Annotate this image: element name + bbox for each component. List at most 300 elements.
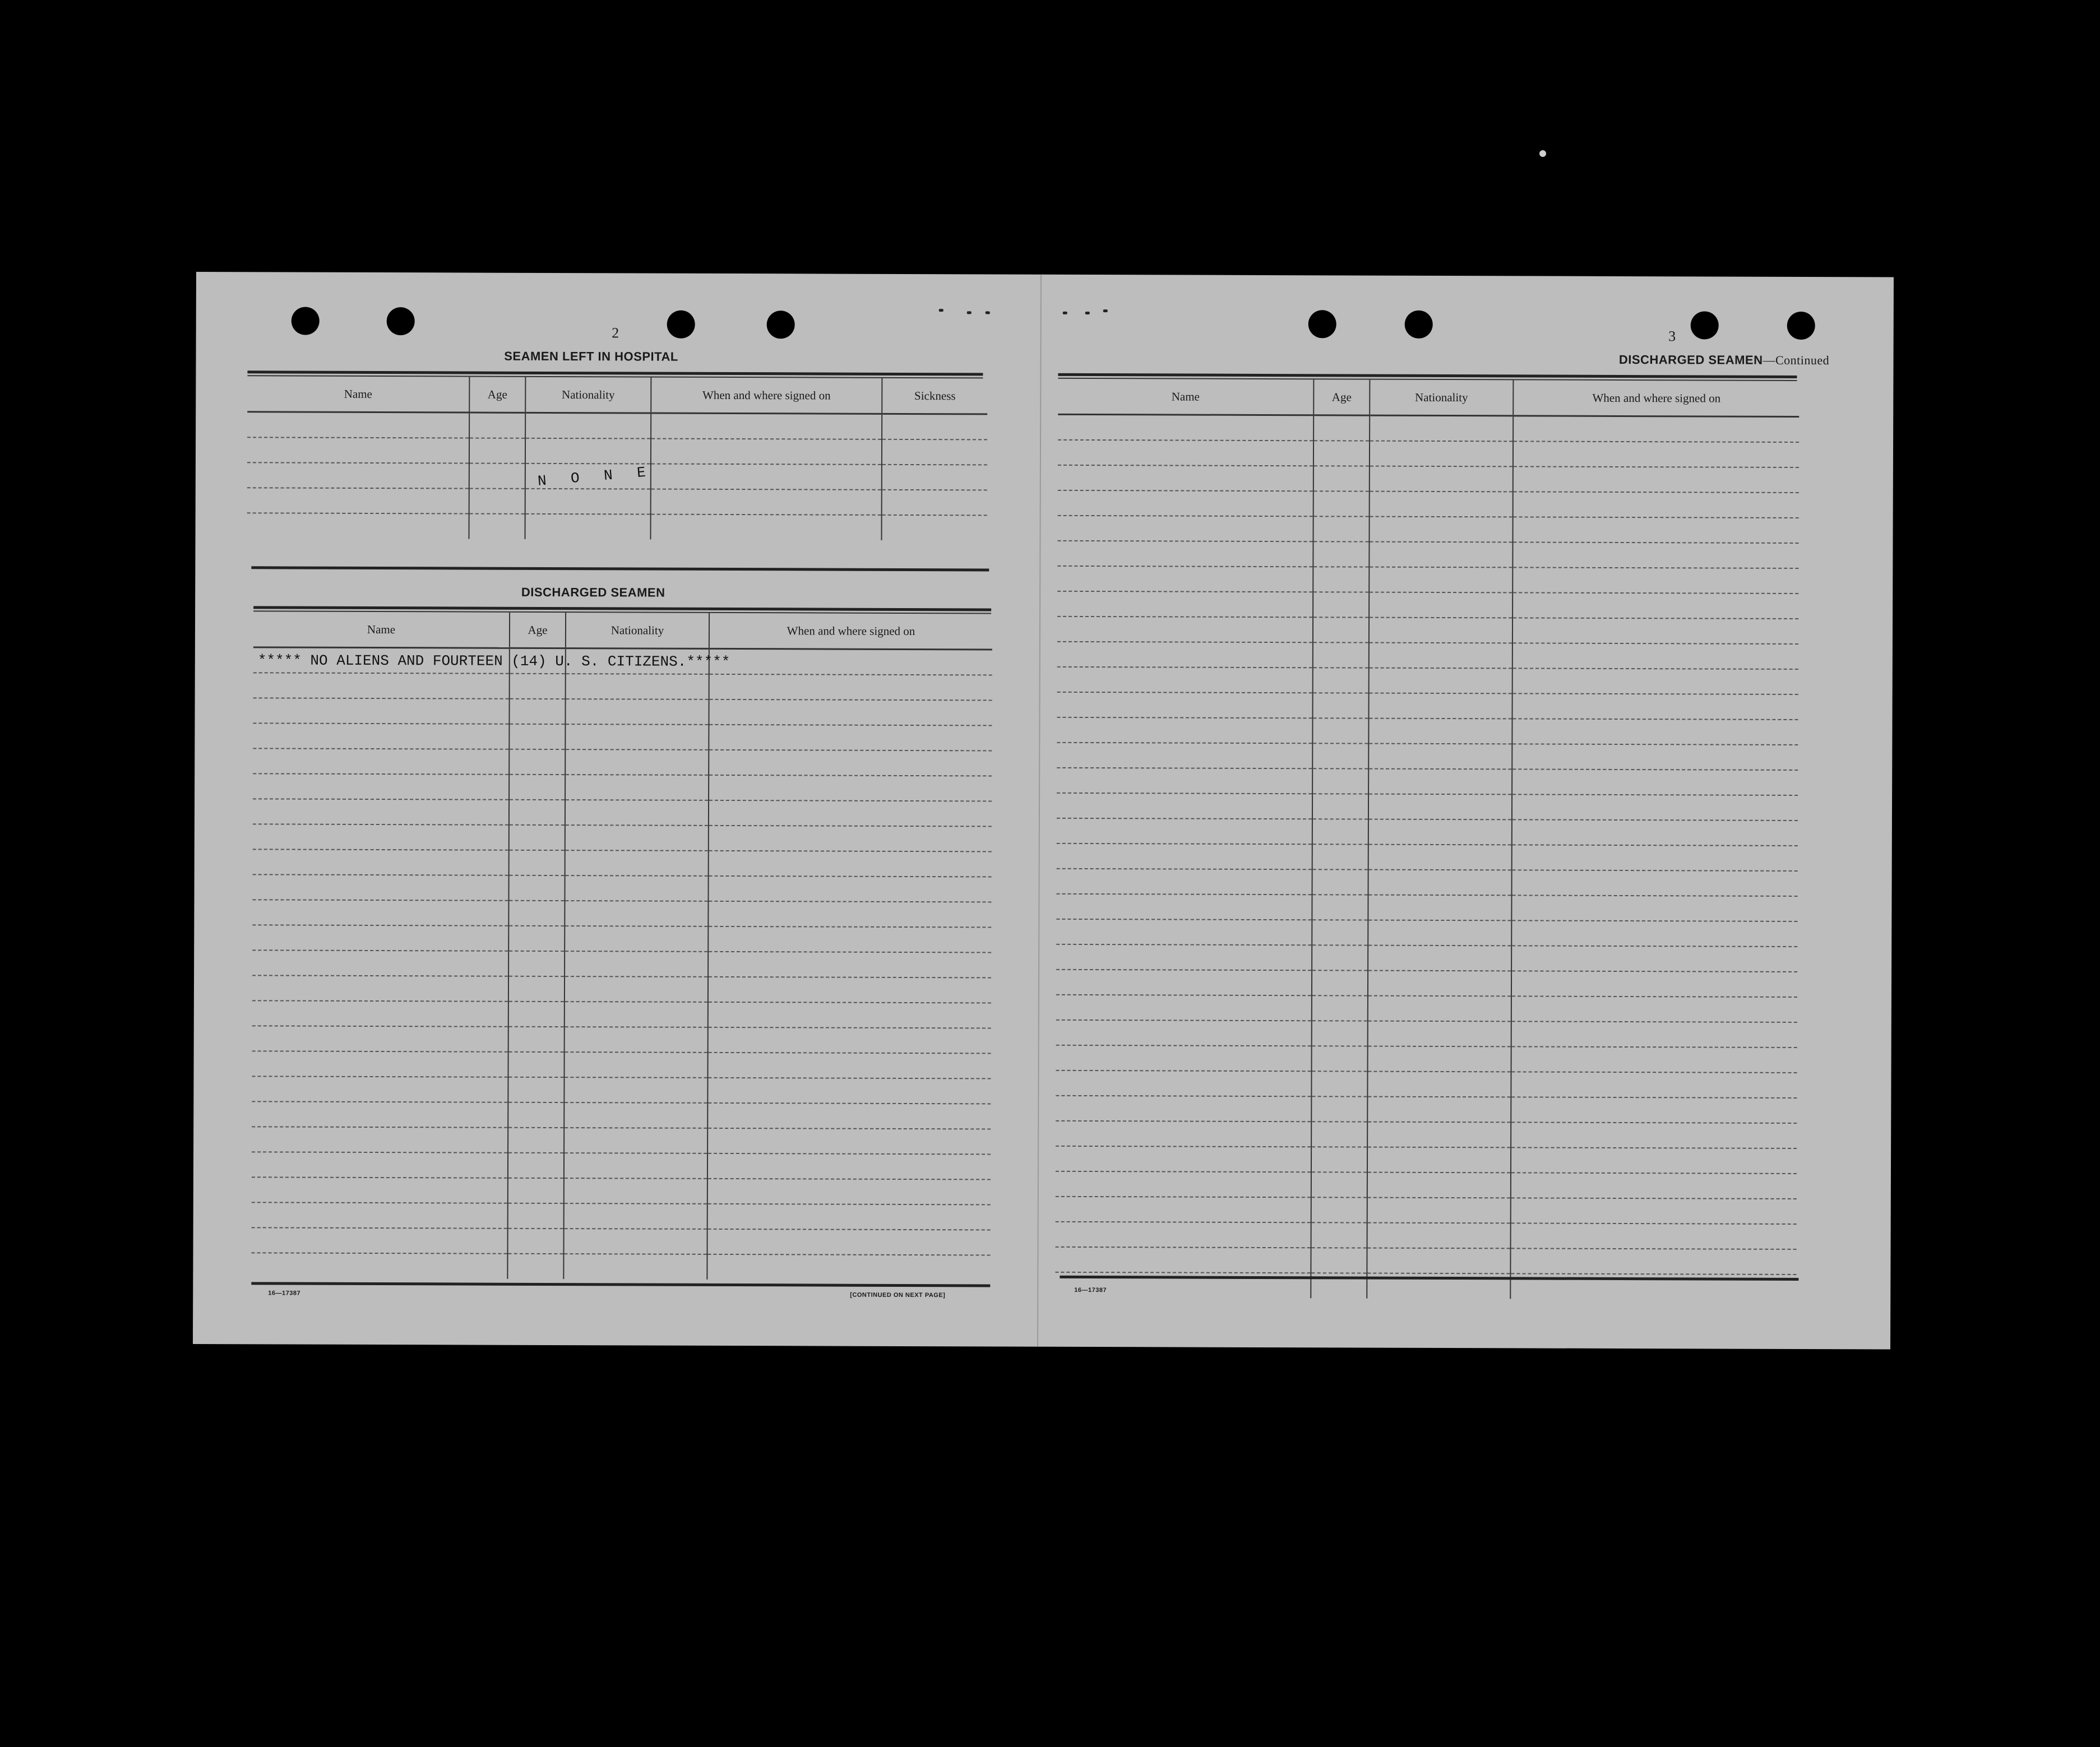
page-number: 3 — [1668, 328, 1676, 345]
table-cell — [507, 1253, 563, 1278]
table-row — [1056, 1095, 1797, 1123]
table-cell — [1056, 1196, 1311, 1222]
table-cell — [1368, 945, 1511, 971]
table-cell — [565, 875, 708, 901]
title-suffix: —Continued — [1763, 353, 1830, 368]
form-number: 16—17387 — [1074, 1286, 1107, 1294]
table-cell — [469, 413, 525, 438]
table-cell — [253, 698, 509, 724]
table-cell — [1056, 944, 1312, 970]
table-row — [252, 1227, 991, 1255]
table-cell — [1313, 668, 1369, 693]
table-cell — [252, 1177, 508, 1203]
table-cell — [1057, 793, 1312, 818]
table-cell — [1311, 1222, 1367, 1248]
hospital-table — [247, 376, 988, 540]
table-cell — [1057, 666, 1313, 692]
table-cell — [1058, 439, 1313, 465]
table-row — [253, 824, 992, 851]
table-cell — [1056, 994, 1312, 1020]
table-cell — [1311, 1147, 1367, 1172]
table-cell — [1313, 415, 1370, 441]
table-row — [252, 1101, 991, 1129]
table-cell — [565, 775, 709, 800]
table-row — [1056, 1020, 1797, 1047]
table-cell — [1313, 693, 1369, 718]
section-title-discharged: DISCHARGED SEAMEN — [521, 585, 665, 600]
table-cell — [1056, 1171, 1311, 1197]
table-cell — [252, 1051, 508, 1077]
table-row — [253, 849, 992, 877]
table-cell — [1511, 1147, 1797, 1174]
typed-entry: ***** NO ALIENS AND FOURTEEN (14) U. S. CITIZENS.***** — [257, 652, 730, 670]
table-cell — [252, 975, 508, 1001]
table-cell — [252, 874, 508, 900]
table-cell — [1367, 1071, 1511, 1097]
table-cell — [1058, 414, 1313, 440]
column-header-age: Age — [469, 377, 525, 413]
table-row — [252, 925, 991, 952]
table-cell — [247, 437, 469, 463]
table-cell — [509, 724, 565, 749]
table-cell — [1057, 540, 1313, 566]
discharged-continued-table — [1055, 379, 1799, 1300]
table-cell — [1369, 567, 1512, 592]
table-row — [1057, 868, 1798, 896]
table-cell — [1369, 693, 1512, 719]
table-cell — [1368, 1046, 1511, 1072]
speck — [1085, 312, 1090, 314]
table-cell — [253, 673, 510, 698]
column-header-nationality: Nationality — [525, 377, 651, 413]
table-cell — [508, 900, 565, 925]
table-row — [251, 1253, 990, 1280]
table-row — [1057, 540, 1798, 568]
table-row — [1057, 666, 1798, 694]
table-cell — [1056, 1221, 1311, 1247]
table-cell — [252, 900, 508, 925]
table-row — [252, 1152, 991, 1179]
table-cell — [651, 464, 882, 489]
table-cell — [1512, 819, 1798, 846]
table-cell — [1369, 516, 1512, 542]
speck — [967, 311, 972, 314]
table-cell — [1311, 1096, 1367, 1122]
table-cell — [708, 976, 991, 1003]
table-row — [252, 874, 991, 902]
table-cell — [509, 774, 565, 799]
table-cell — [509, 698, 565, 724]
table-cell — [508, 1026, 565, 1051]
table-cell — [1312, 819, 1368, 844]
table-cell — [1511, 971, 1797, 997]
table-cell — [1511, 1173, 1797, 1199]
speck — [1103, 309, 1108, 312]
table-cell — [1311, 1197, 1367, 1222]
table-row — [1058, 490, 1799, 517]
table-cell — [253, 799, 509, 824]
table-cell — [1313, 516, 1369, 541]
table-cell — [709, 648, 992, 675]
table-cell — [1368, 743, 1512, 769]
table-row — [253, 723, 992, 750]
table-cell — [508, 1127, 564, 1152]
table-cell — [1511, 1097, 1797, 1123]
table-cell — [1367, 1248, 1510, 1273]
table-cell — [707, 1203, 991, 1230]
table-cell — [253, 748, 509, 774]
table-cell — [566, 674, 709, 699]
table-cell — [565, 901, 708, 926]
table-cell — [1057, 742, 1312, 768]
table-cell — [1368, 718, 1512, 744]
table-cell — [1369, 592, 1512, 618]
table-cell — [1512, 845, 1798, 871]
table-row — [252, 1000, 991, 1028]
table-cell — [469, 463, 525, 488]
table-cell — [1512, 618, 1798, 644]
form-number: 16—17387 — [268, 1290, 301, 1297]
table-cell — [1056, 919, 1312, 944]
left-page — [193, 272, 1042, 1347]
table-cell — [565, 724, 709, 750]
table-cell — [651, 514, 882, 540]
table-cell — [469, 438, 525, 463]
table-cell — [253, 849, 509, 875]
document-spread — [193, 272, 1894, 1350]
table-cell — [1511, 920, 1797, 947]
table-row — [1056, 1146, 1797, 1173]
table-cell — [1368, 920, 1511, 946]
table-row — [1056, 1196, 1797, 1224]
table-cell — [252, 1026, 508, 1051]
table-cell — [564, 1203, 707, 1229]
table-cell — [882, 464, 987, 490]
column-header-sickness: Sickness — [882, 378, 987, 414]
table-row — [1055, 1246, 1796, 1274]
table-cell — [508, 1001, 565, 1026]
table-cell — [708, 1027, 991, 1053]
discharged-table — [251, 611, 992, 1280]
table-cell — [508, 951, 565, 976]
table-cell — [1367, 1096, 1511, 1122]
table-cell — [1057, 692, 1313, 717]
table-cell — [1055, 1246, 1311, 1272]
column-header-name: Name — [247, 376, 469, 413]
table-row — [1057, 692, 1798, 719]
column-header-signed-on: When and where signed on — [1513, 380, 1799, 416]
table-row — [252, 1026, 991, 1053]
table-cell — [708, 875, 991, 902]
table-cell — [882, 414, 987, 439]
table-cell — [651, 489, 882, 515]
column-header-signed-on: When and where signed on — [651, 378, 882, 414]
table-cell — [1312, 844, 1368, 869]
table-cell — [508, 976, 565, 1001]
table-cell — [882, 439, 987, 465]
table-cell — [1056, 1120, 1311, 1146]
table-cell — [1312, 945, 1368, 970]
table-cell — [1370, 491, 1513, 517]
table-row — [1056, 1045, 1797, 1072]
punch-hole — [1787, 312, 1815, 340]
table-cell — [708, 1002, 991, 1028]
table-cell — [1370, 441, 1513, 466]
table-cell — [247, 513, 469, 539]
column-header-signed-on: When and where signed on — [709, 613, 992, 650]
column-header-age: Age — [510, 613, 566, 648]
none-stamp: N O N E — [536, 463, 654, 490]
punch-hole — [1405, 311, 1433, 339]
table-cell — [1368, 995, 1511, 1021]
table-cell — [1511, 996, 1797, 1022]
table-cell — [253, 773, 509, 799]
table-cell — [709, 724, 992, 750]
table-cell — [252, 1076, 508, 1102]
table-cell — [509, 799, 565, 824]
table-cell — [1511, 1072, 1797, 1098]
table-cell — [709, 699, 992, 725]
table-cell — [1312, 920, 1368, 945]
table-cell — [252, 1101, 508, 1127]
continued-note: [CONTINUED ON NEXT PAGE] — [850, 1291, 946, 1299]
table-row — [252, 900, 991, 927]
table-cell — [651, 438, 882, 464]
table-cell — [247, 412, 469, 438]
table-cell — [1313, 592, 1369, 617]
table-cell — [1513, 441, 1799, 467]
table-cell — [1368, 869, 1512, 895]
table-cell — [1312, 1021, 1368, 1046]
title-main: DISCHARGED SEAMEN — [1618, 352, 1763, 367]
table-cell — [1056, 1146, 1311, 1171]
table-cell — [1511, 1046, 1797, 1073]
table-cell — [1057, 868, 1312, 894]
table-cell — [1313, 491, 1370, 516]
table-cell — [509, 749, 565, 774]
punch-hole — [767, 311, 795, 339]
table-cell — [564, 1128, 707, 1153]
table-cell — [1313, 642, 1369, 668]
table-cell — [709, 825, 992, 851]
table-cell — [1312, 794, 1368, 819]
table-cell — [1512, 744, 1798, 770]
table-cell — [247, 488, 469, 513]
table-cell — [1512, 517, 1798, 543]
table-row — [253, 799, 992, 826]
table-cell — [1311, 1172, 1367, 1197]
table-cell — [1512, 693, 1798, 720]
table-cell — [1367, 1222, 1511, 1248]
table-cell — [508, 1102, 564, 1127]
punch-hole — [387, 307, 415, 335]
table-cell — [565, 749, 709, 775]
column-header-age: Age — [1313, 379, 1370, 415]
table-row — [253, 673, 992, 700]
table-cell — [709, 800, 992, 826]
table-row — [1058, 515, 1799, 543]
table-cell — [251, 1253, 507, 1278]
table-cell — [1369, 642, 1512, 668]
table-cell — [1312, 970, 1368, 995]
table-row — [252, 1076, 991, 1104]
table-cell — [707, 1052, 991, 1078]
table-row — [1057, 767, 1798, 795]
table-cell — [1512, 769, 1798, 795]
table-cell — [1367, 1122, 1511, 1147]
table-cell — [1057, 818, 1312, 844]
table-cell — [565, 825, 709, 851]
right-page — [1037, 275, 1894, 1350]
table-cell — [1312, 743, 1368, 768]
table-cell — [1312, 768, 1368, 794]
table-cell — [564, 1178, 707, 1204]
table-cell — [1368, 819, 1512, 845]
table-cell — [508, 1077, 564, 1102]
table-cell — [1057, 641, 1313, 667]
table-cell — [1513, 492, 1799, 518]
table-cell — [252, 1202, 508, 1228]
table-row — [1056, 1070, 1797, 1097]
table-cell — [1312, 895, 1368, 920]
table-cell — [565, 1027, 708, 1053]
table-row — [1058, 465, 1799, 492]
table-cell — [1311, 1071, 1367, 1096]
table-cell — [1058, 490, 1313, 516]
table-cell — [1512, 643, 1798, 669]
punch-hole — [1691, 311, 1719, 339]
table-cell — [708, 926, 991, 952]
table-cell — [525, 513, 651, 539]
table-cell — [1512, 668, 1798, 694]
table-cell — [564, 1052, 707, 1078]
section-title-discharged-continued — [1544, 353, 1903, 368]
table-cell — [565, 699, 709, 725]
table-cell — [253, 824, 509, 850]
table-cell — [1312, 869, 1368, 895]
section-title-hospital: SEAMEN LEFT IN HOSPITAL — [504, 349, 678, 364]
table-row — [252, 1202, 991, 1230]
table-cell — [564, 1102, 707, 1128]
table-cell — [709, 775, 992, 801]
table-cell — [1312, 1046, 1368, 1071]
table-row — [252, 1127, 991, 1154]
column-header-name: Name — [253, 611, 510, 648]
table-row — [1057, 566, 1798, 593]
table-cell — [1312, 995, 1368, 1021]
table-cell — [1313, 441, 1370, 466]
table-cell — [707, 1128, 991, 1154]
table-row — [1058, 439, 1799, 467]
table-cell — [709, 749, 992, 776]
table-cell — [252, 1127, 508, 1152]
table-cell — [1511, 1122, 1797, 1148]
table-cell — [525, 438, 651, 464]
table-cell — [1056, 1045, 1312, 1071]
table-cell — [707, 1102, 991, 1129]
table-row — [1056, 944, 1797, 971]
table-row — [1057, 591, 1798, 618]
table-cell — [1313, 617, 1369, 642]
table-row — [1057, 742, 1798, 770]
table-cell — [651, 413, 882, 439]
table-cell — [709, 850, 992, 877]
table-cell — [565, 976, 708, 1002]
table-cell — [1311, 1122, 1367, 1147]
table-cell — [469, 488, 525, 513]
table-cell — [253, 723, 509, 749]
table-cell — [1511, 946, 1797, 972]
table-cell — [1056, 1070, 1311, 1096]
table-cell — [1513, 416, 1799, 442]
table-cell — [709, 674, 992, 700]
table-cell — [565, 800, 709, 826]
table-cell — [1056, 1020, 1312, 1045]
speck — [986, 311, 990, 314]
punch-hole — [667, 311, 695, 339]
table-row — [1057, 793, 1798, 820]
table-cell — [252, 925, 508, 951]
column-header-name: Name — [1058, 379, 1313, 415]
column-header-nationality: Nationality — [566, 613, 709, 648]
table-cell — [563, 1254, 707, 1280]
table-cell — [1058, 465, 1313, 490]
table-cell — [707, 1178, 991, 1204]
table-cell — [882, 489, 987, 515]
table-row — [1057, 843, 1798, 870]
table-cell — [1510, 1248, 1796, 1275]
table-cell — [1056, 893, 1312, 919]
table-cell — [508, 1203, 564, 1228]
table-cell — [1368, 895, 1511, 920]
table-cell — [565, 926, 708, 952]
table-cell — [1312, 718, 1368, 743]
punch-hole — [1308, 310, 1336, 338]
table-cell — [564, 1229, 707, 1254]
speck — [939, 309, 943, 312]
table-cell — [1313, 466, 1370, 491]
table-cell — [252, 1227, 508, 1253]
table-row — [1057, 616, 1798, 643]
table-cell — [708, 901, 991, 927]
table-cell — [1512, 719, 1798, 745]
table-cell — [707, 1254, 990, 1280]
table-cell — [252, 950, 508, 976]
table-row — [1057, 717, 1798, 744]
table-cell — [707, 1229, 990, 1255]
table-cell — [247, 462, 469, 488]
table-cell — [1370, 466, 1513, 492]
table-row — [1058, 414, 1799, 442]
table-cell — [565, 850, 709, 876]
table-row — [252, 1177, 991, 1204]
table-cell — [1056, 1095, 1311, 1121]
table-cell — [1313, 541, 1369, 567]
table-row — [1056, 1120, 1797, 1148]
table-cell — [1368, 1021, 1511, 1046]
table-cell — [508, 1051, 564, 1077]
table-cell — [1512, 592, 1798, 619]
table-cell — [1058, 515, 1313, 541]
table-cell — [1057, 843, 1312, 869]
table-cell — [252, 1000, 508, 1026]
table-cell — [1057, 616, 1313, 642]
table-cell — [565, 951, 708, 977]
table-cell — [1512, 542, 1798, 568]
table-cell — [508, 1152, 564, 1178]
table-cell — [1057, 717, 1312, 743]
table-cell — [1368, 794, 1512, 819]
